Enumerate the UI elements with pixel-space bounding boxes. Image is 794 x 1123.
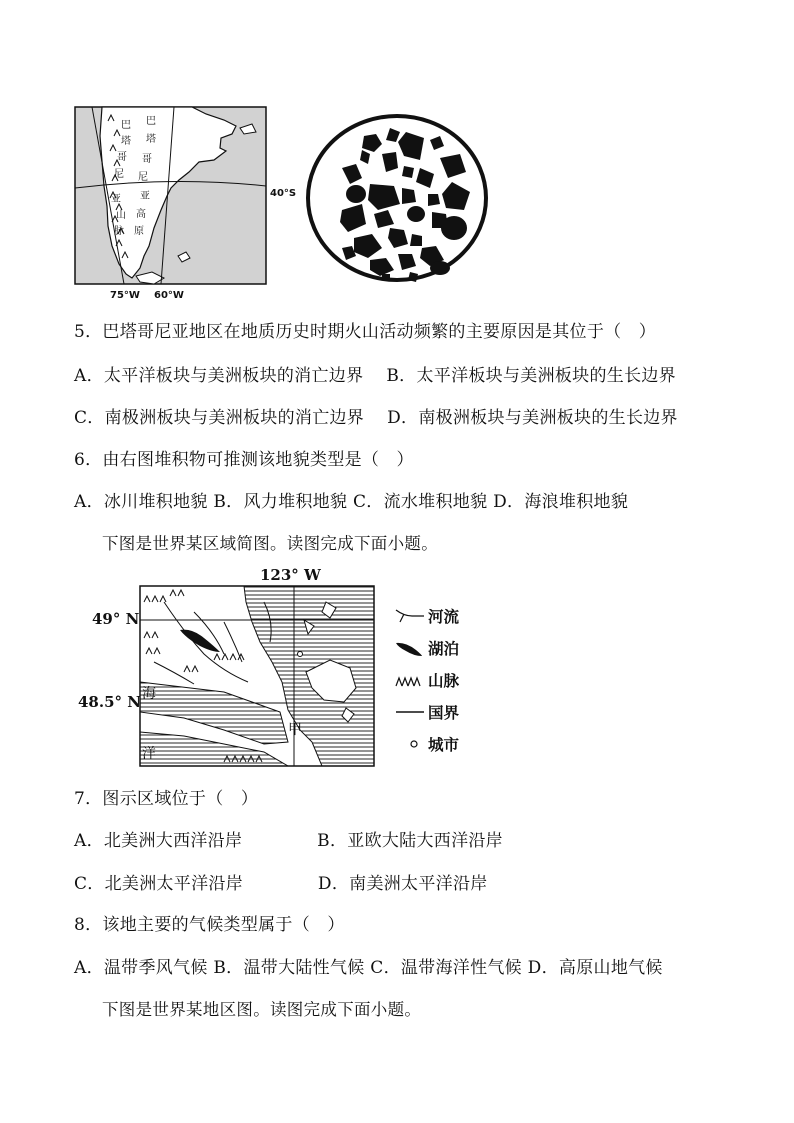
patagonia-map (74, 106, 304, 301)
lon-label-75w: 75°W (110, 290, 140, 301)
question-7-options-cd: C．北美洲太平洋沿岸 D．南美洲太平洋沿岸 (74, 874, 488, 894)
question-7-stem: 7．图示区域位于（ ） (74, 789, 259, 809)
legend-border (392, 702, 459, 722)
map-label-ba1: 巴 (146, 116, 156, 127)
question-8-stem: 8．该地主要的气候类型属于（ ） (74, 915, 345, 935)
border-line-icon (392, 702, 426, 722)
city-icon (392, 734, 426, 754)
question-5-options-ab: A．太平洋板块与美洲板块的消亡边界 B．太平洋板块与美洲板块的生长边界 (74, 366, 676, 386)
legend-city-label: 城市 (428, 736, 460, 754)
lon-label-123w: 123° W (260, 566, 321, 584)
legend-river-label: 河流 (428, 608, 460, 626)
map-label-mai: 脉 (114, 226, 124, 237)
legend-border-label: 国界 (428, 704, 460, 722)
map-label-yuan: 原 (134, 226, 144, 237)
map-label-ba2: 巴 (121, 120, 131, 131)
lon-label-60w: 60°W (154, 290, 184, 301)
map-label-gao: 高 (136, 209, 146, 220)
intro-region-map: 下图是世界某区域简图。读图完成下面小题。 (102, 534, 438, 553)
lake-icon (392, 638, 426, 658)
intro-area-map: 下图是世界某地区图。读图完成下面小题。 (102, 1000, 422, 1019)
legend-mountain (392, 670, 459, 690)
question-5-stem: 5．巴塔哥尼亚地区在地质历史时期火山活动频繁的主要原因是其位于（ ） (74, 322, 657, 342)
sediment-circle-diagram (302, 110, 492, 290)
region-map (74, 562, 474, 774)
question-6-stem: 6．由右图堆积物可推测该地貌类型是（ ） (74, 450, 414, 470)
mountain-icon (392, 670, 426, 690)
map-label-ge2: 哥 (117, 152, 127, 163)
question-7-options-ab: A．北美洲大西洋沿岸 B．亚欧大陆大西洋沿岸 (74, 831, 503, 851)
question-6-options: A．冰川堆积地貌 B．风力堆积地貌 C．流水堆积地貌 D．海浪堆积地貌 (74, 492, 629, 512)
question-5-options-cd: C．南极洲板块与美洲板块的消亡边界 D．南极洲板块与美洲板块的生长边界 (74, 408, 678, 428)
map-label-ta1: 塔 (146, 134, 156, 145)
legend-mountain-label: 山脉 (428, 672, 460, 690)
map-label-jia: 甲 (288, 722, 302, 738)
river-icon (392, 606, 426, 626)
map-label-hai: 海 (142, 686, 156, 702)
lat-label-48-5n: 48.5° N (78, 693, 141, 711)
lat-label-40s: 40°S (270, 188, 297, 199)
legend-lake-label: 湖泊 (428, 640, 460, 658)
legend-city (392, 734, 459, 754)
lat-label-49n: 49° N (92, 610, 140, 628)
map-label-ni1: 尼 (138, 172, 148, 183)
map-label-ta2: 塔 (121, 136, 131, 147)
map-label-yang: 洋 (142, 746, 156, 762)
map-label-ya1: 亚 (140, 191, 150, 202)
legend-lake (392, 638, 459, 658)
map-label-ya2: 亚 (111, 194, 121, 205)
legend-river (392, 606, 459, 626)
map-label-shan: 山 (116, 210, 126, 221)
map-label-ge1: 哥 (142, 154, 152, 165)
question-8-options: A．温带季风气候 B．温带大陆性气候 C．温带海洋性气候 D．高原山地气候 (74, 958, 663, 978)
map-label-ni2: 尼 (114, 169, 124, 180)
